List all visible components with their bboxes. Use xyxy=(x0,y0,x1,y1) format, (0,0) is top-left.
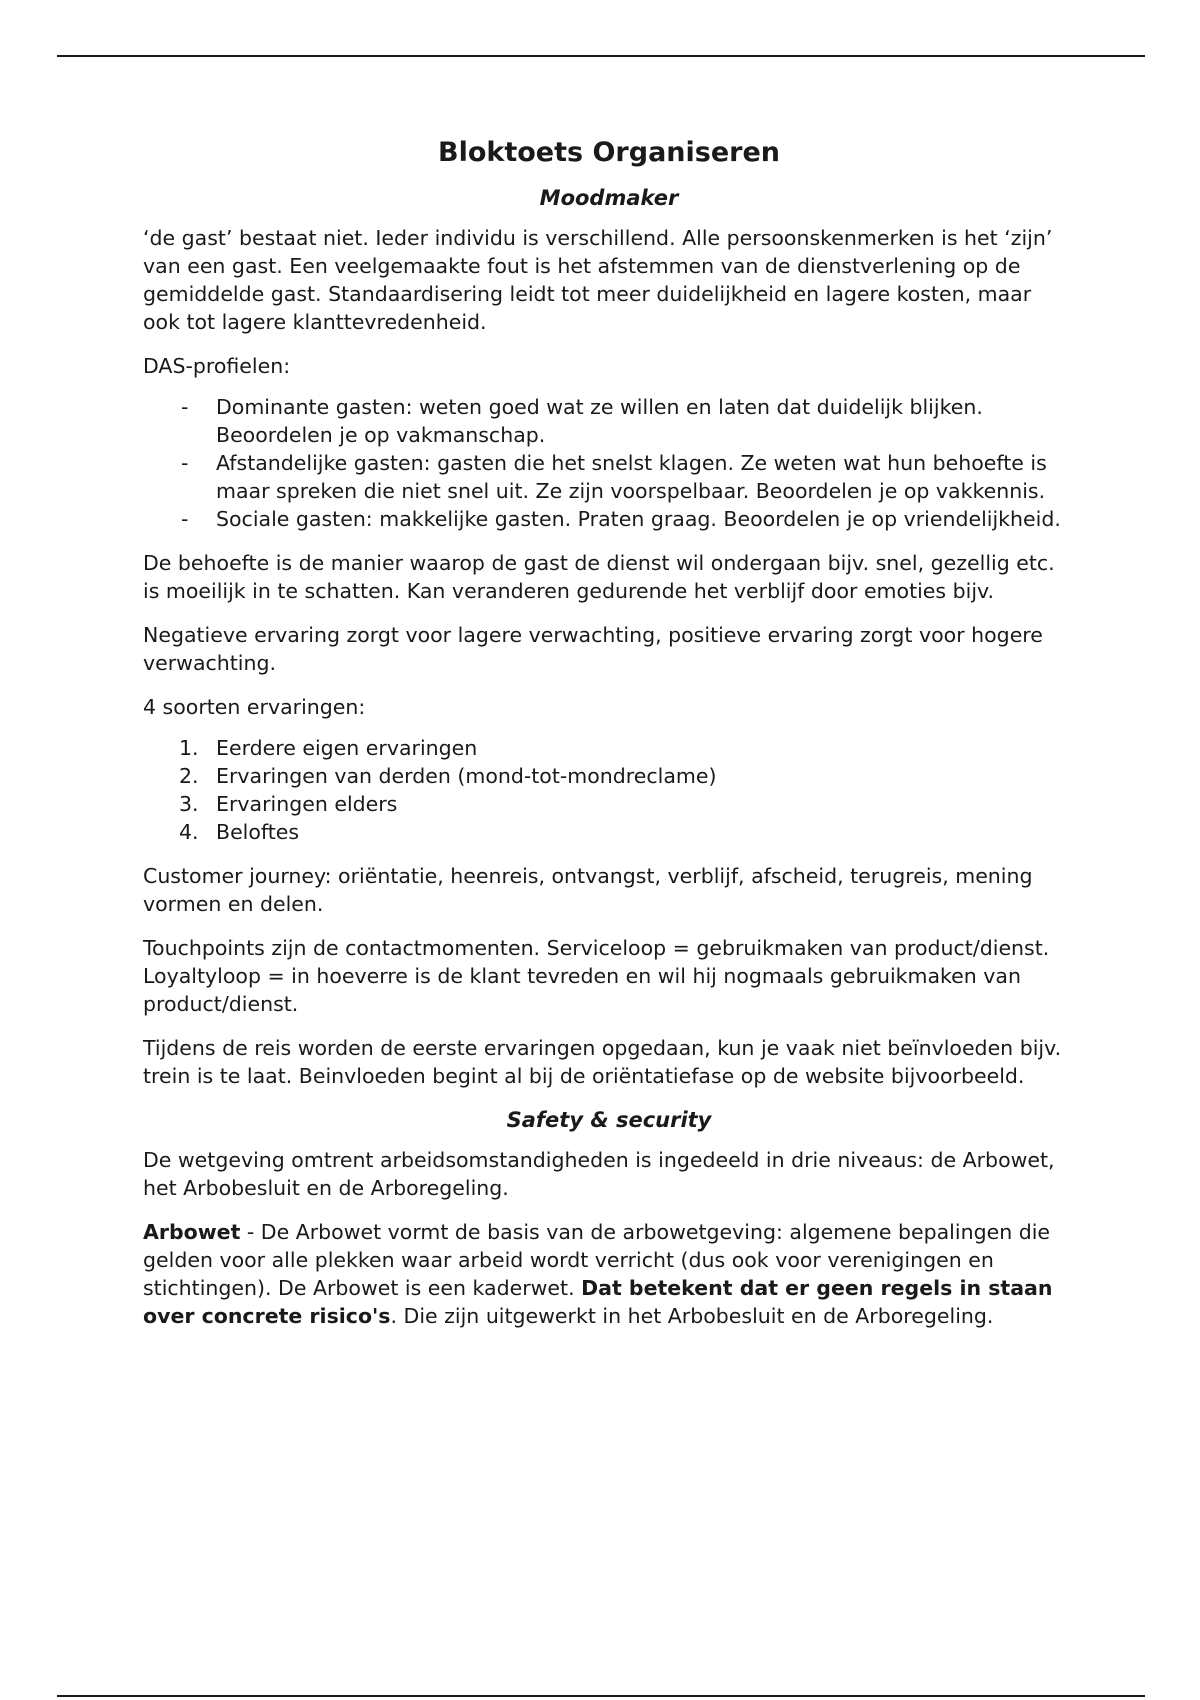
list-item: - Afstandelijke gasten: gasten die het snelst klagen. Ze weten wat hun behoefte is maar spreken die niet snel uit. Ze zijn voorspelbaar. Beoordelen je op vakkennis. xyxy=(143,449,1063,505)
document-title: Bloktoets Organiseren xyxy=(437,137,780,168)
paragraph-reis: Tijdens de reis worden de eerste ervaringen opgedaan, kun je vaak niet beïnvloeden bijv. trein is te laat. Beinvloeden begint al bij de oriëntatiefase op de website bijvoorbeeld. xyxy=(143,1036,1062,1088)
list-number: 4. xyxy=(179,820,199,844)
list-number: 3. xyxy=(179,792,199,816)
section-heading-safety: Safety & security xyxy=(506,1108,712,1132)
paragraph-gast: ‘de gast’ bestaat niet. Ieder individu is verschillend. Alle persoonskenmerken is het ‘zijn’ van een gast. Een veelgemaakte fout is het afstemmen van de dienstverlening op de gemiddelde gast. Standaardisering leidt tot meer duidelijkheid en lagere kosten, maar ook tot lagere klanttevredenheid. xyxy=(143,226,1053,334)
section-heading-moodmaker: Moodmaker xyxy=(539,186,679,210)
paragraph-customer-journey: Customer journey: oriëntatie, heenreis, ontvangst, verblijf, afscheid, terugreis, mening vormen en delen. xyxy=(143,864,1033,916)
paragraph-arbowet xyxy=(143,1218,1063,1330)
bottom-rule xyxy=(57,1695,1145,1697)
list-item xyxy=(143,762,1063,790)
list-item: - Dominante gasten: weten goed wat ze willen en laten dat duidelijk blijken. Beoordelen je op vakmanschap. xyxy=(143,393,1063,449)
das-intro: DAS-profielen: xyxy=(143,354,291,378)
list-item-text: Eerdere eigen ervaringen xyxy=(216,736,478,760)
ervaringen-list xyxy=(143,734,1063,846)
list-item xyxy=(143,790,1063,818)
document-body xyxy=(143,135,1063,1346)
arbowet-text: - De Arbowet vormt de basis van de arbowetgeving: algemene bepalingen die gelden voor alle plekken waar arbeid wordt verricht (dus ook voor verenigingen en stichtingen). De Arbowet is een kaderwet. xyxy=(143,1220,1051,1300)
das-profile-list xyxy=(143,393,1063,533)
arbowet-emphasis: Dat betekent dat er geen regels in staan over concrete risico's xyxy=(143,1276,1053,1328)
list-item: - Sociale gasten: makkelijke gasten. Praten graag. Beoordelen je op vriendelijkheid. xyxy=(143,505,1063,533)
top-rule xyxy=(57,55,1145,57)
list-item-text: Beloftes xyxy=(216,820,300,844)
arbowet-label: Arbowet xyxy=(143,1220,241,1244)
list-number: 1. xyxy=(179,736,199,760)
ervaringen-intro: 4 soorten ervaringen: xyxy=(143,695,366,719)
list-item xyxy=(143,818,1063,846)
paragraph-wetgeving: De wetgeving omtrent arbeidsomstandigheden is ingedeeld in drie niveaus: de Arbowet, het Arbobesluit en de Arboregeling. xyxy=(143,1148,1055,1200)
list-item xyxy=(143,734,1063,762)
list-item-text: Ervaringen van derden (mond-tot-mondreclame) xyxy=(216,764,717,788)
list-item-text: Ervaringen elders xyxy=(216,792,398,816)
list-number: 2. xyxy=(179,764,199,788)
paragraph-ervaring: Negatieve ervaring zorgt voor lagere verwachting, positieve ervaring zorgt voor hogere verwachting. xyxy=(143,623,1043,675)
arbowet-text-end: . Die zijn uitgewerkt in het Arbobesluit en de Arboregeling. xyxy=(390,1304,994,1328)
paragraph-behoefte: De behoefte is de manier waarop de gast de dienst wil ondergaan bijv. snel, gezellig etc. is moeilijk in te schatten. Kan veranderen gedurende het verblijf door emoties bijv. xyxy=(143,551,1055,603)
paragraph-touchpoints: Touchpoints zijn de contactmomenten. Serviceloop = gebruikmaken van product/dienst. Loyaltyloop = in hoeverre is de klant tevreden en wil hij nogmaals gebruikmaken van product/dienst. xyxy=(143,936,1050,1016)
